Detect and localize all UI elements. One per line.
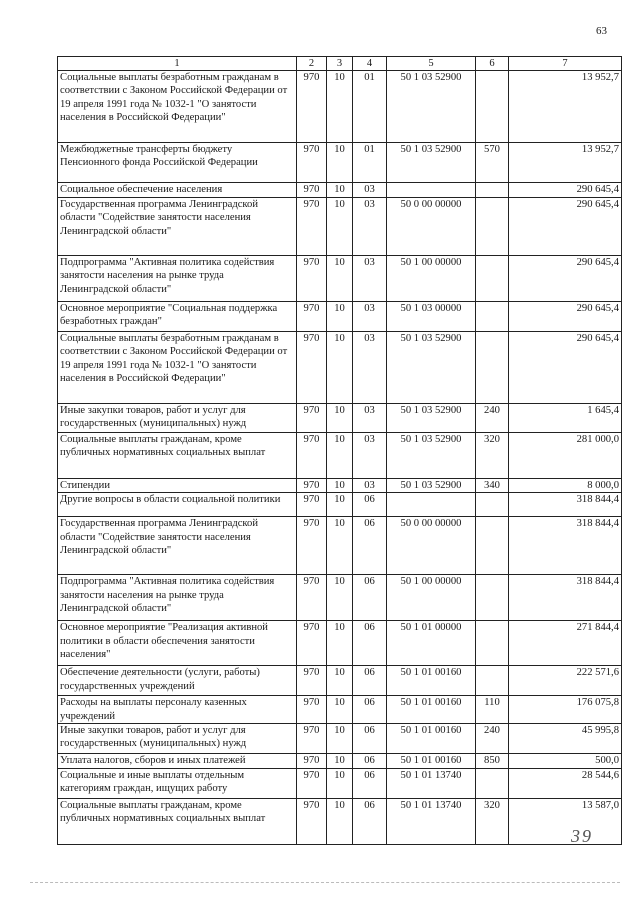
cell-name: Социальные выплаты безработным гражданам в соответствии с Законом Российской Федерации от 19 апреля 1991 года № 1032-1 "О занятости населения в Российской Федерации" — [58, 71, 297, 143]
cell-section: 10 — [327, 621, 353, 666]
cell-amount: 318 844,4 — [509, 493, 622, 517]
cell-section: 10 — [327, 517, 353, 575]
page-stamp: 39 — [571, 826, 593, 846]
cell-target-article: 50 1 01 00160 — [387, 723, 476, 753]
cell-expense-type — [476, 493, 509, 517]
cell-amount: 1 645,4 — [509, 404, 622, 433]
cell-name: Государственная программа Ленинградской области "Содействие занятости населения Ленинградской области" — [58, 517, 297, 575]
cell-name: Обеспечение деятельности (услуги, работы) государственных учреждений — [58, 666, 297, 696]
cell-subsection: 06 — [353, 493, 387, 517]
cell-expense-type — [476, 621, 509, 666]
cell-name: Иные закупки товаров, работ и услуг для государственных (муниципальных) нужд — [58, 404, 297, 433]
cell-target-article: 50 1 01 13740 — [387, 798, 476, 844]
cell-target-article: 50 1 01 00160 — [387, 696, 476, 723]
cell-ministry-code: 970 — [297, 798, 327, 844]
cell-subsection: 03 — [353, 479, 387, 493]
cell-expense-type: 570 — [476, 143, 509, 183]
cell-ministry-code: 970 — [297, 753, 327, 768]
cell-name: Социальные выплаты гражданам, кроме публичных нормативных социальных выплат — [58, 798, 297, 844]
cell-amount: 318 844,4 — [509, 517, 622, 575]
cell-amount: 271 844,4 — [509, 621, 622, 666]
cell-name: Социальные выплаты безработным гражданам в соответствии с Законом Российской Федерации от 19 апреля 1991 года № 1032-1 "О занятости населения в Российской Федерации" — [58, 332, 297, 404]
cell-ministry-code: 970 — [297, 575, 327, 621]
table-row — [58, 183, 622, 198]
table-row — [58, 143, 622, 183]
cell-target-article: 50 1 03 52900 — [387, 404, 476, 433]
table-row — [58, 517, 622, 575]
cell-target-article: 50 1 01 00160 — [387, 666, 476, 696]
cell-target-article: 50 1 00 00000 — [387, 256, 476, 302]
cell-name: Другие вопросы в области социальной политики — [58, 493, 297, 517]
cell-subsection: 01 — [353, 71, 387, 143]
cell-subsection: 03 — [353, 256, 387, 302]
cell-name: Социальное обеспечение населения — [58, 183, 297, 198]
cell-expense-type: 320 — [476, 433, 509, 479]
cell-name: Основное мероприятие "Социальная поддержка безработных граждан" — [58, 302, 297, 332]
cell-target-article: 50 1 03 52900 — [387, 332, 476, 404]
cell-ministry-code: 970 — [297, 71, 327, 143]
cell-ministry-code: 970 — [297, 404, 327, 433]
table-row — [58, 493, 622, 517]
cell-target-article: 50 1 01 00160 — [387, 753, 476, 768]
cell-amount: 45 995,8 — [509, 723, 622, 753]
cell-subsection: 03 — [353, 404, 387, 433]
cell-ministry-code: 970 — [297, 143, 327, 183]
table-row — [58, 479, 622, 493]
cell-target-article: 50 1 01 00000 — [387, 621, 476, 666]
cell-amount: 222 571,6 — [509, 666, 622, 696]
table-row — [58, 696, 622, 723]
cell-target-article: 50 1 01 13740 — [387, 768, 476, 798]
cell-name: Стипендии — [58, 479, 297, 493]
cell-target-article: 50 1 03 52900 — [387, 71, 476, 143]
cell-expense-type — [476, 332, 509, 404]
cell-ministry-code: 970 — [297, 493, 327, 517]
cell-section: 10 — [327, 798, 353, 844]
cell-amount: 8 000,0 — [509, 479, 622, 493]
cell-expense-type: 110 — [476, 696, 509, 723]
column-header: 6 — [476, 57, 509, 71]
cell-amount: 290 645,4 — [509, 183, 622, 198]
cell-amount: 290 645,4 — [509, 256, 622, 302]
cell-amount: 290 645,4 — [509, 198, 622, 256]
cell-subsection: 06 — [353, 517, 387, 575]
cell-ministry-code: 970 — [297, 302, 327, 332]
cell-amount: 290 645,4 — [509, 302, 622, 332]
cell-expense-type — [476, 666, 509, 696]
cell-target-article: 50 0 00 00000 — [387, 517, 476, 575]
cell-subsection: 01 — [353, 143, 387, 183]
cell-expense-type — [476, 71, 509, 143]
cell-target-article — [387, 183, 476, 198]
table-row — [58, 256, 622, 302]
table-row — [58, 404, 622, 433]
cell-amount: 290 645,4 — [509, 332, 622, 404]
cell-ministry-code: 970 — [297, 723, 327, 753]
cell-target-article — [387, 493, 476, 517]
cell-ministry-code: 970 — [297, 198, 327, 256]
cell-section: 10 — [327, 71, 353, 143]
cell-ministry-code: 970 — [297, 256, 327, 302]
column-header: 7 — [509, 57, 622, 71]
cell-section: 10 — [327, 753, 353, 768]
table-row — [58, 621, 622, 666]
cell-amount: 13 952,7 — [509, 143, 622, 183]
cell-name: Расходы на выплаты персоналу казенных учреждений — [58, 696, 297, 723]
cell-name: Иные закупки товаров, работ и услуг для государственных (муниципальных) нужд — [58, 723, 297, 753]
cell-ministry-code: 970 — [297, 768, 327, 798]
cell-subsection: 03 — [353, 332, 387, 404]
table-row — [58, 798, 622, 844]
cell-target-article: 50 1 00 00000 — [387, 575, 476, 621]
column-header: 1 — [58, 57, 297, 71]
cell-ministry-code: 970 — [297, 183, 327, 198]
cell-expense-type — [476, 198, 509, 256]
cell-expense-type — [476, 575, 509, 621]
cell-amount: 176 075,8 — [509, 696, 622, 723]
cell-subsection: 03 — [353, 302, 387, 332]
cell-expense-type — [476, 256, 509, 302]
cell-section: 10 — [327, 493, 353, 517]
cell-subsection: 06 — [353, 798, 387, 844]
cell-subsection: 06 — [353, 696, 387, 723]
cell-subsection: 03 — [353, 198, 387, 256]
table-row — [58, 302, 622, 332]
cell-section: 10 — [327, 575, 353, 621]
cell-section: 10 — [327, 666, 353, 696]
cell-name: Социальные и иные выплаты отдельным категориям граждан, ищущих работу — [58, 768, 297, 798]
cell-section: 10 — [327, 479, 353, 493]
cell-section: 10 — [327, 723, 353, 753]
cell-amount: 28 544,6 — [509, 768, 622, 798]
table-row — [58, 433, 622, 479]
table-row — [58, 768, 622, 798]
cell-section: 10 — [327, 768, 353, 798]
column-header: 4 — [353, 57, 387, 71]
cell-amount: 13 952,7 — [509, 71, 622, 143]
cell-ministry-code: 970 — [297, 433, 327, 479]
scan-edge-rule — [30, 882, 620, 883]
cell-section: 10 — [327, 302, 353, 332]
cell-subsection: 03 — [353, 183, 387, 198]
cell-expense-type — [476, 302, 509, 332]
cell-expense-type: 240 — [476, 404, 509, 433]
cell-section: 10 — [327, 696, 353, 723]
cell-subsection: 06 — [353, 575, 387, 621]
table-row — [58, 198, 622, 256]
cell-section: 10 — [327, 404, 353, 433]
cell-name: Уплата налогов, сборов и иных платежей — [58, 753, 297, 768]
cell-target-article: 50 1 03 52900 — [387, 433, 476, 479]
table-row — [58, 753, 622, 768]
cell-expense-type — [476, 183, 509, 198]
table-row — [58, 575, 622, 621]
cell-ministry-code: 970 — [297, 696, 327, 723]
cell-ministry-code: 970 — [297, 666, 327, 696]
cell-name: Подпрограмма "Активная политика содействия занятости населения на рынке труда Ленинградской области" — [58, 256, 297, 302]
cell-expense-type: 320 — [476, 798, 509, 844]
cell-section: 10 — [327, 332, 353, 404]
cell-subsection: 03 — [353, 433, 387, 479]
table-row — [58, 666, 622, 696]
cell-target-article: 50 1 03 00000 — [387, 302, 476, 332]
cell-subsection: 06 — [353, 753, 387, 768]
table-row — [58, 71, 622, 143]
cell-subsection: 06 — [353, 723, 387, 753]
cell-expense-type — [476, 517, 509, 575]
table-row — [58, 332, 622, 404]
cell-name: Государственная программа Ленинградской области "Содействие занятости населения Ленинградской области" — [58, 198, 297, 256]
table-header-row — [58, 57, 622, 71]
cell-section: 10 — [327, 198, 353, 256]
cell-subsection: 06 — [353, 768, 387, 798]
cell-ministry-code: 970 — [297, 479, 327, 493]
table-body — [58, 71, 622, 845]
cell-name: Подпрограмма "Активная политика содействия занятости населения на рынке труда Ленинградской области" — [58, 575, 297, 621]
cell-name: Основное мероприятие "Реализация активной политики в области обеспечения занятости населения" — [58, 621, 297, 666]
column-header: 5 — [387, 57, 476, 71]
cell-amount: 500,0 — [509, 753, 622, 768]
cell-amount: 13 587,0 — [509, 798, 622, 844]
cell-amount: 318 844,4 — [509, 575, 622, 621]
cell-ministry-code: 970 — [297, 621, 327, 666]
cell-target-article: 50 1 03 52900 — [387, 479, 476, 493]
cell-section: 10 — [327, 433, 353, 479]
cell-section: 10 — [327, 256, 353, 302]
cell-ministry-code: 970 — [297, 332, 327, 404]
cell-target-article: 50 1 03 52900 — [387, 143, 476, 183]
cell-expense-type: 240 — [476, 723, 509, 753]
cell-expense-type: 340 — [476, 479, 509, 493]
budget-table — [57, 56, 622, 845]
cell-name: Межбюджетные трансферты бюджету Пенсионного фонда Российской Федерации — [58, 143, 297, 183]
column-header: 2 — [297, 57, 327, 71]
cell-subsection: 06 — [353, 666, 387, 696]
column-header: 3 — [327, 57, 353, 71]
page-number: 63 — [596, 25, 607, 37]
cell-expense-type — [476, 768, 509, 798]
cell-ministry-code: 970 — [297, 517, 327, 575]
cell-name: Социальные выплаты гражданам, кроме публичных нормативных социальных выплат — [58, 433, 297, 479]
cell-section: 10 — [327, 183, 353, 198]
cell-section: 10 — [327, 143, 353, 183]
cell-subsection: 06 — [353, 621, 387, 666]
cell-target-article: 50 0 00 00000 — [387, 198, 476, 256]
cell-amount: 281 000,0 — [509, 433, 622, 479]
cell-expense-type: 850 — [476, 753, 509, 768]
table-row — [58, 723, 622, 753]
